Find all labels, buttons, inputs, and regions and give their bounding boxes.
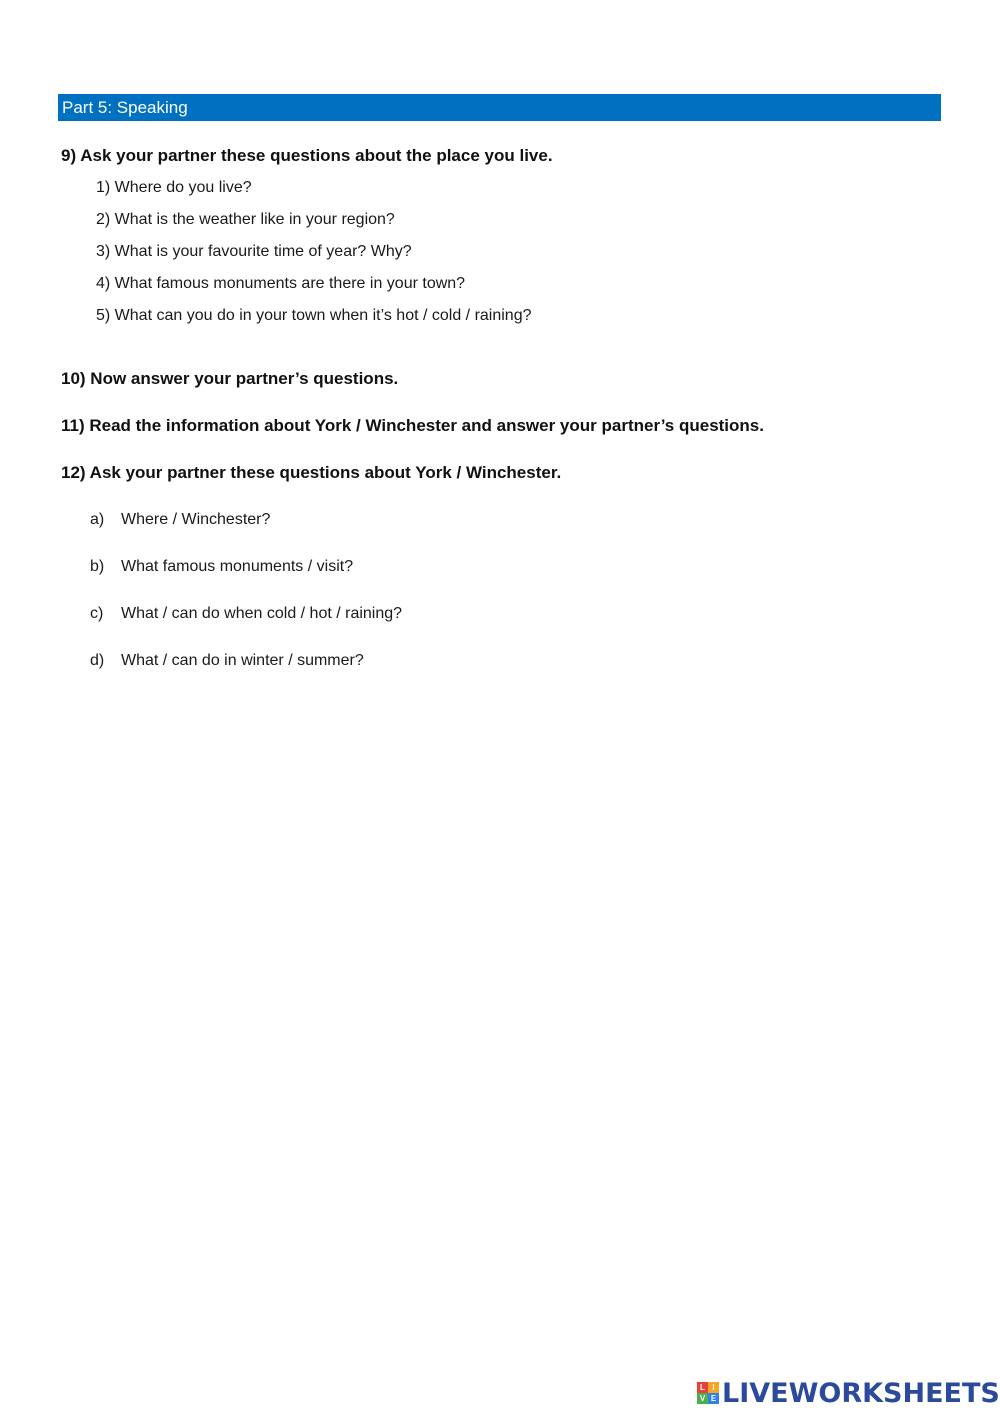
list-item: 4) What famous monuments are there in your town? bbox=[96, 275, 466, 292]
question-9-list bbox=[96, 176, 532, 336]
question-12: 12) Ask your partner these questions about York / Winchester. bbox=[61, 463, 562, 482]
list-item: 5) What can you do in your town when it’s hot / cold / raining? bbox=[96, 307, 532, 324]
logo-badge-icon bbox=[697, 1382, 719, 1404]
list-marker: d) bbox=[90, 652, 105, 669]
question-10: 10) Now answer your partner’s questions. bbox=[61, 369, 399, 388]
logo-text: LIVEWORKSHEETS bbox=[722, 1377, 1000, 1409]
question-11: 11) Read the information about York / Winchester and answer your partner’s questions. bbox=[61, 416, 764, 435]
section-header: Part 5: Speaking bbox=[58, 94, 941, 121]
list-item: 2) What is the weather like in your region? bbox=[96, 211, 395, 228]
list-item-text: What / can do when cold / hot / raining? bbox=[121, 605, 403, 622]
list-item bbox=[90, 555, 402, 602]
question-12-list bbox=[90, 508, 402, 696]
list-marker: b) bbox=[90, 558, 105, 575]
question-9: 9) Ask your partner these questions about the place you live. bbox=[61, 146, 553, 165]
list-item bbox=[90, 649, 402, 696]
list-item-text: What / can do in winter / summer? bbox=[121, 652, 364, 669]
list-item bbox=[90, 602, 402, 649]
list-item: 1) Where do you live? bbox=[96, 179, 252, 196]
list-item: 3) What is your favourite time of year? Why? bbox=[96, 243, 412, 260]
logo-badge-letter: E bbox=[708, 1393, 719, 1404]
list-marker: a) bbox=[90, 511, 105, 528]
logo-badge-letter: L bbox=[697, 1382, 708, 1393]
liveworksheets-logo bbox=[697, 1376, 1000, 1410]
logo-badge-letter: I bbox=[708, 1382, 719, 1393]
logo-badge-letter: V bbox=[697, 1393, 708, 1404]
list-item bbox=[90, 508, 402, 555]
list-item-text: Where / Winchester? bbox=[121, 511, 271, 528]
list-item-text: What famous monuments / visit? bbox=[121, 558, 354, 575]
list-marker: c) bbox=[90, 605, 104, 622]
